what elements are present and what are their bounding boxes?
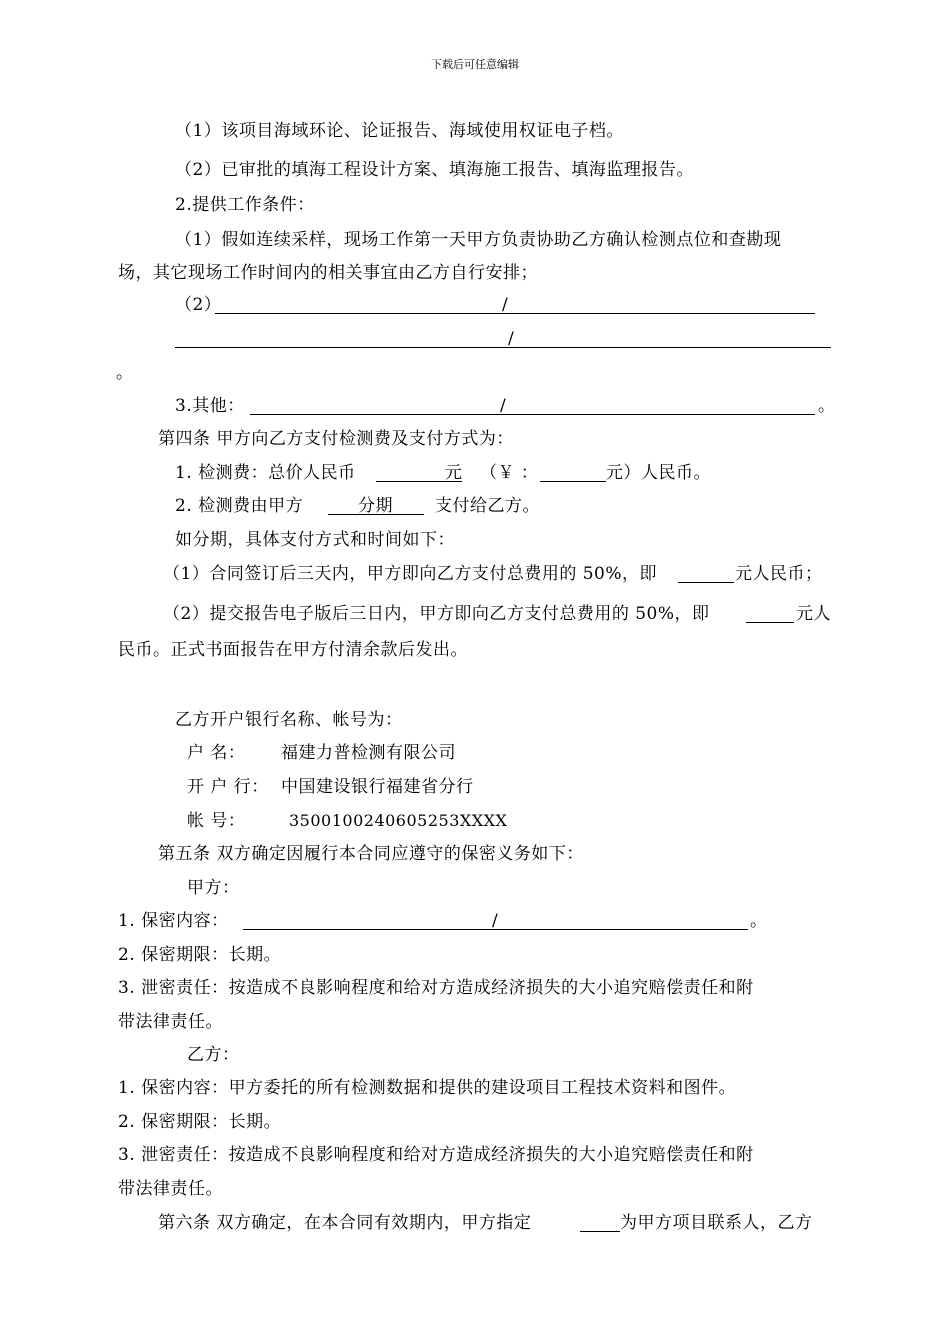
article-heading: 第五条 双方确定因履行本合同应遵守的保密义务如下： (158, 844, 584, 864)
party-label: 甲方： (187, 878, 240, 898)
account-number: 3500100240605253XXXX (289, 811, 508, 830)
blank-underline (215, 312, 815, 314)
bank-account-name: 福建力普检测有限公司 (281, 743, 456, 763)
paragraph-line: 2.提供工作条件： (175, 195, 315, 215)
bank-account-name-label: 户 名： (187, 743, 246, 763)
filled-blank: 分期 (358, 496, 393, 516)
paragraph-line: 。 (818, 396, 836, 416)
paragraph-line: 2. 保密期限：长期。 (118, 1112, 282, 1132)
paragraph-line: （￥ ： (480, 463, 539, 483)
blank-slash: / (502, 295, 509, 315)
paragraph-line: 。 (750, 911, 768, 931)
paragraph-line: 带法律责任。 (118, 1012, 223, 1032)
paragraph-line: 2. 保密期限：长期。 (118, 945, 282, 965)
paragraph-line: （2）提交报告电子版后三日内，甲方即向乙方支付总费用的 50%，即 (163, 604, 710, 624)
blank-underline (175, 346, 831, 348)
blank-underline (540, 480, 606, 482)
blank-underline (580, 1230, 620, 1232)
paragraph-line: （2）已审批的填海工程设计方案、填海施工报告、填海监理报告。 (175, 160, 694, 180)
paragraph-line: 带法律责任。 (118, 1179, 223, 1199)
party-label: 乙方： (187, 1045, 240, 1065)
account-number-label: 帐 号： (187, 811, 246, 831)
blank-underline (250, 413, 815, 415)
paragraph-line: 3. 泄密责任：按造成不良影响程度和给对方造成经济损失的大小追究赔偿责任和附 (118, 1145, 754, 1165)
paragraph-line: 。 (116, 363, 134, 383)
paragraph-line: 元人民币； (735, 564, 823, 584)
paragraph-line: 元）人民币。 (606, 463, 711, 483)
paragraph-line: （1）合同签订后三天内，甲方即向乙方支付总费用的 50%，即 (163, 564, 658, 584)
bank-name-label: 开 户 行： (187, 777, 269, 797)
paragraph-line: 3. 泄密责任：按造成不良影响程度和给对方造成经济损失的大小追究赔偿责任和附 (118, 978, 754, 998)
article-heading: 第四条 甲方向乙方支付检测费及支付方式为： (158, 429, 514, 449)
paragraph-line: （2） (175, 295, 222, 315)
paragraph-line: 3.其他： (175, 396, 245, 416)
paragraph-line: （1）假如连续采样，现场工作第一天甲方负责协助乙方确认检测点位和查勘现 (175, 230, 782, 250)
blank-underline (746, 621, 794, 623)
blank-slash: / (500, 396, 507, 416)
blank-underline (678, 581, 734, 583)
paragraph-line: 1. 保密内容：甲方委托的所有检测数据和提供的建设项目工程技术资料和图件。 (118, 1078, 737, 1098)
blank-slash: / (508, 329, 515, 349)
paragraph-line: 为甲方项目联系人，乙方 (620, 1213, 813, 1233)
paragraph-line: 乙方开户银行名称、帐号为： (175, 710, 403, 730)
paragraph-line: 场，其它现场工作时间内的相关事宜由乙方自行安排； (118, 263, 538, 283)
paragraph-line: 1. 检测费：总价人民币 (175, 463, 356, 483)
blank-slash: / (492, 911, 499, 931)
paragraph-line: 1. 保密内容： (118, 911, 229, 931)
paragraph-line: 元 (445, 463, 463, 483)
page-header: 下载后可任意编辑 (431, 58, 519, 71)
paragraph-line: 民币。正式书面报告在甲方付清余款后发出。 (118, 640, 468, 660)
paragraph-line: 元人 (796, 604, 831, 624)
bank-name: 中国建设银行福建省分行 (281, 777, 474, 797)
paragraph-line: （1）该项目海域环论、论证报告、海域使用权证电子档。 (175, 121, 624, 141)
paragraph-line: 支付给乙方。 (435, 496, 540, 516)
article-heading: 第六条 双方确定，在本合同有效期内，甲方指定 (158, 1213, 532, 1233)
paragraph-line: 2. 检测费由甲方 (175, 496, 304, 516)
paragraph-line: 如分期，具体支付方式和时间如下： (175, 530, 455, 550)
